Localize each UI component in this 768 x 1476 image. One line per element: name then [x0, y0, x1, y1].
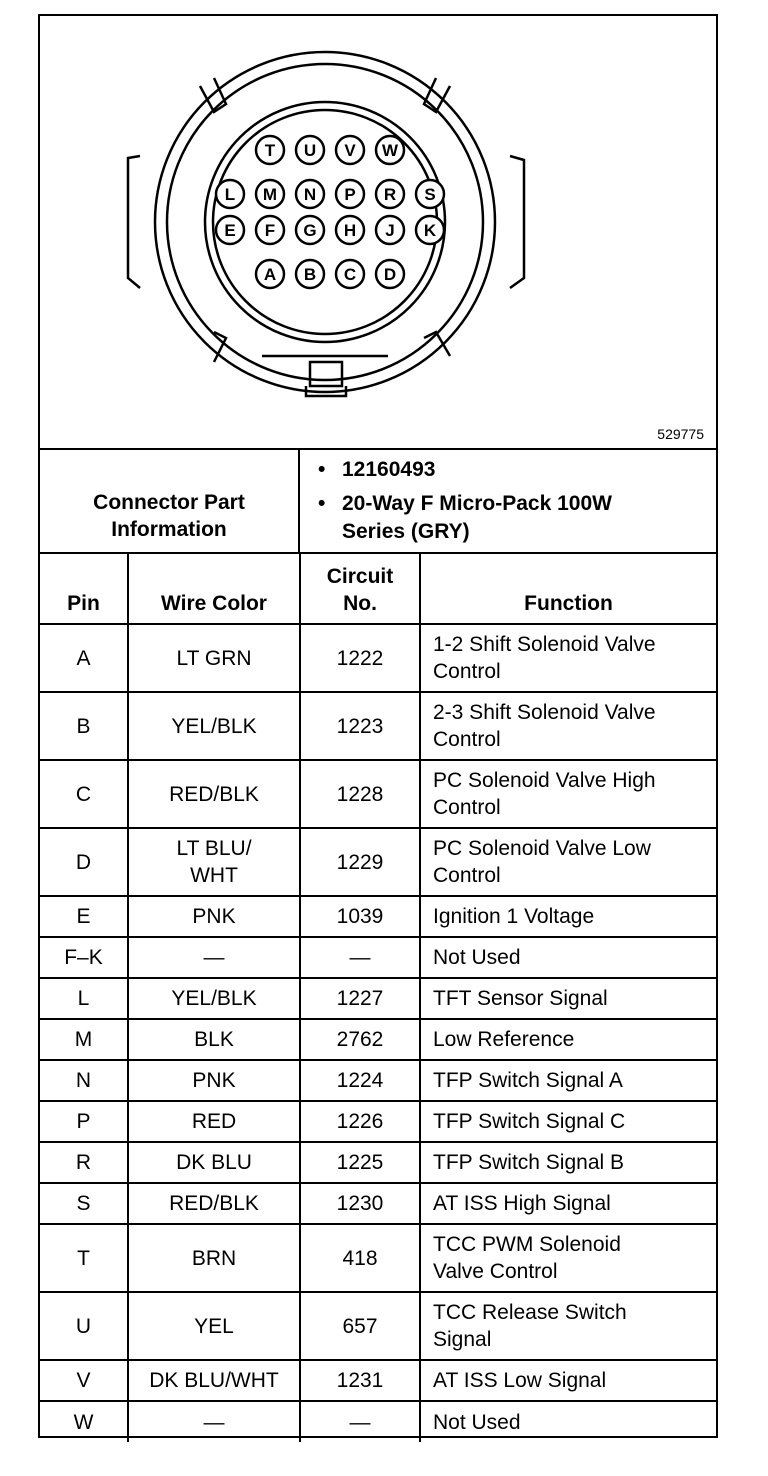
- pin-cavity-m: [256, 180, 284, 208]
- pin-cavity-j: [376, 216, 404, 244]
- pin-cell: L: [40, 978, 128, 1019]
- wire-color-cell-line: —: [203, 946, 225, 969]
- pinout-table: [40, 554, 716, 1442]
- circuit-cell: 1224: [300, 1060, 420, 1101]
- function-cell: [420, 828, 716, 896]
- pin-cavity-p: [336, 180, 364, 208]
- pin-cell: N: [40, 1060, 128, 1101]
- pin-cavity-t: [256, 136, 284, 164]
- pin-cavity-l: [216, 180, 244, 208]
- table-row: [40, 937, 716, 978]
- pin-label: N: [303, 185, 317, 204]
- table-row: [40, 896, 716, 937]
- pin-label: M: [262, 185, 278, 204]
- bottom-latch-tab: [310, 362, 342, 386]
- connector-face-figure: [40, 16, 716, 450]
- connector-part-information: [40, 450, 716, 554]
- function-cell: [420, 1019, 716, 1060]
- function-cell: [420, 1401, 716, 1442]
- function-cell-line: TCC PWM Solenoid: [433, 1233, 621, 1256]
- pin-label: W: [381, 141, 399, 160]
- part-number: 12160493: [342, 458, 436, 481]
- pin-label: A: [263, 265, 277, 284]
- table-row: [40, 1183, 716, 1224]
- wire-color-cell: [128, 760, 300, 828]
- wire-color-cell-line: RED/BLK: [169, 1192, 259, 1215]
- wire-color-cell: [128, 1183, 300, 1224]
- pin-cell: U: [40, 1292, 128, 1360]
- table-row: [40, 1360, 716, 1401]
- header-row: [40, 554, 716, 624]
- connector-sheet: [38, 14, 718, 1438]
- pin-cell: B: [40, 692, 128, 760]
- pin-cell: W: [40, 1401, 128, 1442]
- table-row: [40, 1401, 716, 1442]
- pin-cavity-k: [416, 216, 444, 244]
- pin-label: U: [303, 141, 317, 160]
- function-cell-line: AT ISS Low Signal: [433, 1369, 607, 1392]
- table-row: [40, 828, 716, 896]
- pin-cavity-d: [376, 260, 404, 288]
- wire-color-cell: [128, 624, 300, 692]
- wire-color-cell-line: PNK: [192, 1069, 236, 1092]
- function-cell-line: Control: [433, 864, 501, 887]
- circuit-cell: 1231: [300, 1360, 420, 1401]
- figure-id: 529775: [657, 426, 704, 442]
- pin-label: H: [343, 221, 357, 240]
- wire-color-cell: [128, 1360, 300, 1401]
- circuit-cell: 1039: [300, 896, 420, 937]
- function-cell-line: Valve Control: [433, 1260, 558, 1283]
- pin-cavity-s: [416, 180, 444, 208]
- pin-cell: D: [40, 828, 128, 896]
- pin-cavity-a: [256, 260, 284, 288]
- pin-cavity-u: [296, 136, 324, 164]
- wire-color-cell-line: PNK: [192, 905, 236, 928]
- table-row: [40, 760, 716, 828]
- function-cell-line: TFP Switch Signal C: [433, 1110, 626, 1133]
- table-row: [40, 1019, 716, 1060]
- wire-color-cell: [128, 896, 300, 937]
- header-circuit-line-2: No.: [343, 592, 377, 615]
- pin-label: T: [264, 141, 276, 160]
- wire-color-cell-line: RED: [191, 1110, 237, 1133]
- function-cell-line: TFP Switch Signal B: [433, 1151, 625, 1174]
- wire-color-cell-line: —: [203, 1410, 225, 1434]
- pin-cavities: [216, 136, 444, 288]
- pin-cell: F–K: [40, 937, 128, 978]
- pin-cell: M: [40, 1019, 128, 1060]
- pin-cell: A: [40, 624, 128, 692]
- pin-cavity-w: [376, 136, 404, 164]
- description-item: [318, 490, 612, 546]
- circuit-cell: 1222: [300, 624, 420, 692]
- wire-color-cell-line: RED/BLK: [169, 782, 259, 806]
- table-row: [40, 1142, 716, 1183]
- function-cell: [420, 1183, 716, 1224]
- key-notch-bottom-right: [424, 332, 450, 356]
- circuit-cell: 1225: [300, 1142, 420, 1183]
- function-cell: [420, 624, 716, 692]
- wire-color-cell-line: DK BLU: [176, 1151, 252, 1174]
- connector-info-list: [300, 450, 716, 552]
- description-line-1: 20-Way F Micro-Pack 100W: [342, 492, 612, 515]
- function-cell: [420, 978, 716, 1019]
- function-cell-line: Low Reference: [433, 1028, 575, 1051]
- pin-cavity-g: [296, 216, 324, 244]
- pin-cell: P: [40, 1101, 128, 1142]
- pin-label: C: [343, 265, 357, 284]
- pinout-rows: [40, 624, 716, 1442]
- pin-cavity-f: [256, 216, 284, 244]
- circuit-cell: —: [300, 937, 420, 978]
- info-label-line-1: Connector Part: [93, 491, 245, 514]
- pin-cavity-r: [376, 180, 404, 208]
- pin-label: V: [344, 141, 356, 160]
- wire-color-cell: [128, 1142, 300, 1183]
- function-cell: [420, 937, 716, 978]
- bullet: •: [318, 458, 326, 481]
- header-circuit-line-1: Circuit: [326, 565, 394, 588]
- pin-label: J: [385, 221, 395, 240]
- wire-color-cell-line: YEL: [194, 1314, 234, 1338]
- table-row: [40, 1292, 716, 1360]
- pin-cell: E: [40, 896, 128, 937]
- wire-color-cell-line: YEL/BLK: [171, 987, 257, 1010]
- circuit-cell: 1230: [300, 1183, 420, 1224]
- pin-label: K: [423, 221, 437, 240]
- circuit-cell: 418: [300, 1224, 420, 1292]
- pin-cavity-v: [336, 136, 364, 164]
- header-wire-color: Wire Color: [128, 554, 300, 624]
- table-row: [40, 978, 716, 1019]
- function-cell-line: Control: [433, 796, 501, 819]
- function-cell-line: PC Solenoid Valve Low: [433, 837, 651, 860]
- function-cell-line: TFP Switch Signal A: [433, 1069, 623, 1092]
- info-label-line-2: Information: [111, 518, 227, 541]
- function-cell: [420, 692, 716, 760]
- function-cell-line: Not Used: [433, 1410, 521, 1434]
- part-number-item: [318, 456, 436, 484]
- function-cell: [420, 1060, 716, 1101]
- function-cell-line: Control: [433, 728, 501, 751]
- bullet: •: [318, 492, 326, 515]
- right-latch: [510, 156, 524, 288]
- pin-label: P: [344, 185, 356, 204]
- pin-label: S: [424, 185, 436, 204]
- pin-label: G: [303, 221, 317, 240]
- wire-color-cell: [128, 1224, 300, 1292]
- pin-label: L: [224, 185, 236, 204]
- pin-cell: V: [40, 1360, 128, 1401]
- pin-label: E: [224, 221, 236, 240]
- pin-label: D: [383, 265, 397, 284]
- wire-color-cell: [128, 828, 300, 896]
- wire-color-cell: [128, 978, 300, 1019]
- pin-cell: R: [40, 1142, 128, 1183]
- table-row: [40, 692, 716, 760]
- function-cell-line: TFT Sensor Signal: [433, 987, 608, 1010]
- wire-color-cell-line: BRN: [191, 1246, 237, 1270]
- wire-color-cell: [128, 1060, 300, 1101]
- table-row: [40, 1060, 716, 1101]
- function-cell-line: PC Solenoid Valve High: [433, 769, 656, 792]
- wire-color-cell-line: WHT: [190, 864, 238, 887]
- circuit-cell: 657: [300, 1292, 420, 1360]
- function-cell: [420, 1101, 716, 1142]
- function-cell-line: AT ISS High Signal: [433, 1192, 611, 1215]
- pin-cell: S: [40, 1183, 128, 1224]
- pin-label: F: [264, 221, 276, 240]
- circuit-cell: 2762: [300, 1019, 420, 1060]
- pin-cavity-c: [336, 260, 364, 288]
- pin-cell: C: [40, 760, 128, 828]
- table-row: [40, 1101, 716, 1142]
- function-cell-line: 1-2 Shift Solenoid Valve: [433, 633, 656, 656]
- table-row: [40, 624, 716, 692]
- pin-cavity-b: [296, 260, 324, 288]
- wire-color-cell: [128, 937, 300, 978]
- circuit-cell: 1228: [300, 760, 420, 828]
- header-function: Function: [420, 554, 716, 624]
- left-latch: [128, 156, 140, 288]
- pin-cavity-e: [216, 216, 244, 244]
- function-cell-line: 2-3 Shift Solenoid Valve: [433, 701, 656, 724]
- circuit-cell: 1226: [300, 1101, 420, 1142]
- wire-color-cell-line: LT BLU/: [176, 837, 252, 860]
- function-cell-line: Signal: [433, 1328, 492, 1351]
- wire-color-cell-line: BLK: [194, 1028, 234, 1051]
- connector-face-drawing: [40, 16, 716, 448]
- function-cell: [420, 760, 716, 828]
- table-row: [40, 1224, 716, 1292]
- wire-color-cell-line: DK BLU/WHT: [149, 1369, 279, 1392]
- circuit-cell: —: [300, 1401, 420, 1442]
- circuit-cell: 1223: [300, 692, 420, 760]
- pin-label: B: [303, 265, 317, 284]
- circuit-cell: 1229: [300, 828, 420, 896]
- function-cell-line: TCC Release Switch: [433, 1301, 627, 1324]
- wire-color-cell: [128, 692, 300, 760]
- pin-cell: T: [40, 1224, 128, 1292]
- function-cell: [420, 1292, 716, 1360]
- function-cell: [420, 1142, 716, 1183]
- wire-color-cell-line: YEL/BLK: [171, 714, 257, 738]
- wire-color-cell: [128, 1019, 300, 1060]
- connector-info-label: [40, 450, 300, 552]
- circuit-cell: 1227: [300, 978, 420, 1019]
- function-cell: [420, 1360, 716, 1401]
- wire-color-cell-line: LT GRN: [176, 646, 252, 670]
- function-cell-line: Control: [433, 660, 501, 683]
- description-line-2: Series (GRY): [342, 520, 470, 543]
- pin-cavity-h: [336, 216, 364, 244]
- wire-color-cell: [128, 1101, 300, 1142]
- function-cell: [420, 896, 716, 937]
- header-pin: Pin: [40, 554, 128, 624]
- wire-color-cell: [128, 1401, 300, 1442]
- pin-cavity-n: [296, 180, 324, 208]
- pin-label: R: [383, 185, 397, 204]
- function-cell-line: Not Used: [433, 946, 521, 969]
- function-cell-line: Ignition 1 Voltage: [433, 905, 595, 928]
- wire-color-cell: [128, 1292, 300, 1360]
- function-cell: [420, 1224, 716, 1292]
- header-circuit: [300, 554, 420, 624]
